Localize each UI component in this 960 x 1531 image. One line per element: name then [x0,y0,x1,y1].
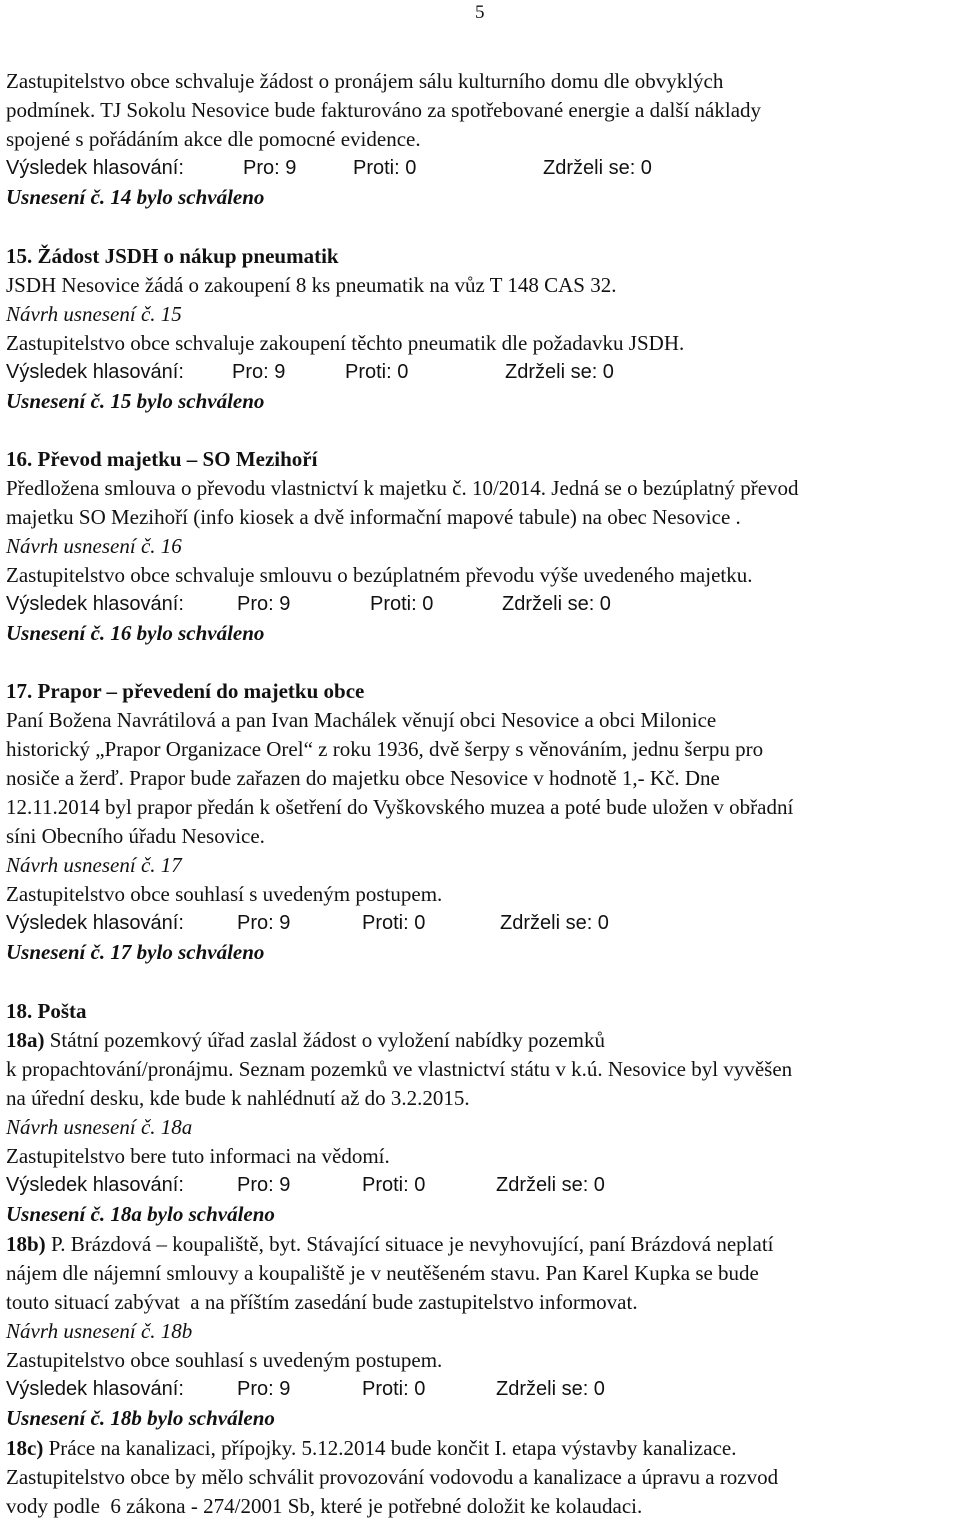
vote-label: Výsledek hlasování: [6,1378,184,1400]
vote-label: Výsledek hlasování: [6,1174,184,1196]
section-heading [6,681,364,702]
vote-zdrzeli: Zdrželi se: 0 [505,361,614,383]
section-heading [6,449,317,470]
line-text: Návrh usnesení č. 18b [6,1319,193,1343]
vote-pro: Pro: 9 [243,157,297,179]
line-text: Státní pozemkový úřad zaslal žádost o vyložení nabídky pozemků [44,1028,605,1052]
line-text: Usnesení č. 14 bylo schváleno [6,185,265,209]
line-text: JSDH Nesovice žádá o zakoupení 8 ks pneumatik na vůz T 148 CAS 32. [6,273,617,297]
item-label: 18a) [6,1028,45,1052]
resolution-approved [6,187,264,208]
text-line [6,275,616,296]
line-text: 12.11.2014 byl prapor předán k ošetření do Vyškovského muzea a poté bude uložen v obřadní [6,795,794,819]
text-line [6,710,716,731]
page-number: 5 [475,2,485,23]
line-text: Zastupitelstvo obce by mělo schválit provozování vodovodu a kanalizace a úpravu a rozvod [6,1465,779,1489]
vote-zdrzeli: Zdrželi se: 0 [500,912,609,934]
text-line [6,71,723,92]
line-text: Zastupitelstvo obce schvaluje žádost o pronájem sálu kulturního domu dle obvyklých [6,69,724,93]
vote-proti: Proti: 0 [362,1378,426,1400]
text-line [6,565,752,586]
text-line [6,1496,642,1517]
vote-label: Výsledek hlasování: [6,157,184,179]
text-line [6,1030,605,1051]
line-text: Návrh usnesení č. 15 [6,302,182,326]
item-label: 18b) [6,1232,46,1256]
text-line [6,129,421,150]
line-text: 15. Žádost JSDH o nákup pneumatik [6,244,339,268]
vote-pro: Pro: 9 [237,912,291,934]
resolution-proposal [6,1117,192,1138]
text-line [6,1059,792,1080]
line-text: nájem dle nájemní smlouvy a koupaliště je v neutěšeném stavu. Pan Karel Kupka se bude [6,1261,759,1285]
vote-label: Výsledek hlasování: [6,912,184,934]
text-line [6,100,761,121]
resolution-approved [6,1204,275,1225]
line-text: nosiče a žerď. Prapor bude zařazen do majetku obce Nesovice v hodnotě 1,- Kč. Dne [6,766,720,790]
resolution-approved [6,391,264,412]
line-text: Návrh usnesení č. 16 [6,534,182,558]
line-text: Zastupitelstvo obce souhlasí s uvedeným postupem. [6,882,443,906]
vote-label: Výsledek hlasování: [6,593,184,615]
vote-proti: Proti: 0 [362,1174,426,1196]
line-text: Zastupitelstvo bere tuto informaci na vědomí. [6,1144,390,1168]
line-text: 17. Prapor – převedení do majetku obce [6,679,365,703]
resolution-approved [6,1408,275,1429]
text-line [6,739,763,760]
line-text: 18. Pošta [6,999,87,1023]
line-text: Návrh usnesení č. 18a [6,1115,193,1139]
vote-proti: Proti: 0 [353,157,417,179]
line-text: P. Brázdová – koupaliště, byt. Stávající situace je nevyhovující, paní Brázdová neplatí [45,1232,774,1256]
text-line [6,1146,390,1167]
text-line [6,826,265,847]
resolution-proposal [6,855,182,876]
vote-proti: Proti: 0 [370,593,434,615]
line-text: touto situací zabývat a na příštím zasedání bude zastupitelstvo informovat. [6,1290,638,1314]
line-text: Práce na kanalizaci, přípojky. 5.12.2014 bude končit I. etapa výstavby kanalizace. [43,1436,737,1460]
line-text: historický „Prapor Organizace Orel“ z roku 1936, dvě šerpy s věnováním, jednu šerpu pro [6,737,764,761]
vote-zdrzeli: Zdrželi se: 0 [502,593,611,615]
line-text: Zastupitelstvo obce schvaluje zakoupení těchto pneumatik dle požadavku JSDH. [6,331,685,355]
line-text: Usnesení č. 15 bylo schváleno [6,389,265,413]
vote-zdrzeli: Zdrželi se: 0 [543,157,652,179]
line-text: Zastupitelstvo obce schvaluje smlouvu o bezúplatném převodu výše uvedeného majetku. [6,563,753,587]
line-text: Návrh usnesení č. 17 [6,853,182,877]
vote-zdrzeli: Zdrželi se: 0 [496,1174,605,1196]
vote-zdrzeli: Zdrželi se: 0 [496,1378,605,1400]
line-text: Usnesení č. 17 bylo schváleno [6,940,265,964]
vote-proti: Proti: 0 [345,361,409,383]
line-text: Usnesení č. 16 bylo schváleno [6,621,265,645]
text-line [6,797,793,818]
line-text: na úřední desku, kde bude k nahlédnutí až do 3.2.2015. [6,1086,470,1110]
line-text: spojené s pořádáním akce dle pomocné evidence. [6,127,421,151]
section-heading [6,1001,87,1022]
vote-pro: Pro: 9 [232,361,286,383]
item-label: 18c) [6,1436,44,1460]
text-line [6,1292,638,1313]
text-line [6,768,720,789]
vote-label: Výsledek hlasování: [6,361,184,383]
line-text: Usnesení č. 18a bylo schváleno [6,1202,275,1226]
text-line [6,1438,736,1459]
text-line [6,1234,774,1255]
resolution-proposal [6,536,182,557]
text-line [6,884,442,905]
text-line [6,1263,759,1284]
line-text: k propachtování/pronájmu. Seznam pozemků ve vlastnictví státu v k.ú. Nesovice byl vyvěšen [6,1057,793,1081]
line-text: vody podle 6 zákona - 274/2001 Sb, které je potřebné doložit ke kolaudaci. [6,1494,643,1518]
line-text: Paní Božena Navrátilová a pan Ivan Machálek věnují obci Nesovice a obci Milonice [6,708,717,732]
vote-pro: Pro: 9 [237,1378,291,1400]
vote-pro: Pro: 9 [237,1174,291,1196]
text-line [6,1088,470,1109]
vote-pro: Pro: 9 [237,593,291,615]
text-line [6,507,741,528]
resolution-proposal [6,1321,192,1342]
line-text: síni Obecního úřadu Nesovice. [6,824,265,848]
resolution-approved [6,623,264,644]
section-heading [6,246,339,267]
text-line [6,1467,778,1488]
resolution-approved [6,942,264,963]
line-text: Zastupitelstvo obce souhlasí s uvedeným postupem. [6,1348,443,1372]
vote-proti: Proti: 0 [362,912,426,934]
line-text: Předložena smlouva o převodu vlastnictví k majetku č. 10/2014. Jedná se o bezúplatný převod [6,476,799,500]
line-text: majetku SO Mezihoří (info kiosek a dvě informační mapové tabule) na obec Nesovice . [6,505,741,529]
text-line [6,478,799,499]
text-line [6,1350,442,1371]
line-text: podmínek. TJ Sokolu Nesovice bude fakturováno za spotřebované energie a další náklady [6,98,762,122]
line-text: Usnesení č. 18b bylo schváleno [6,1406,275,1430]
line-text: 16. Převod majetku – SO Mezihoří [6,447,318,471]
text-line [6,333,684,354]
resolution-proposal [6,304,182,325]
